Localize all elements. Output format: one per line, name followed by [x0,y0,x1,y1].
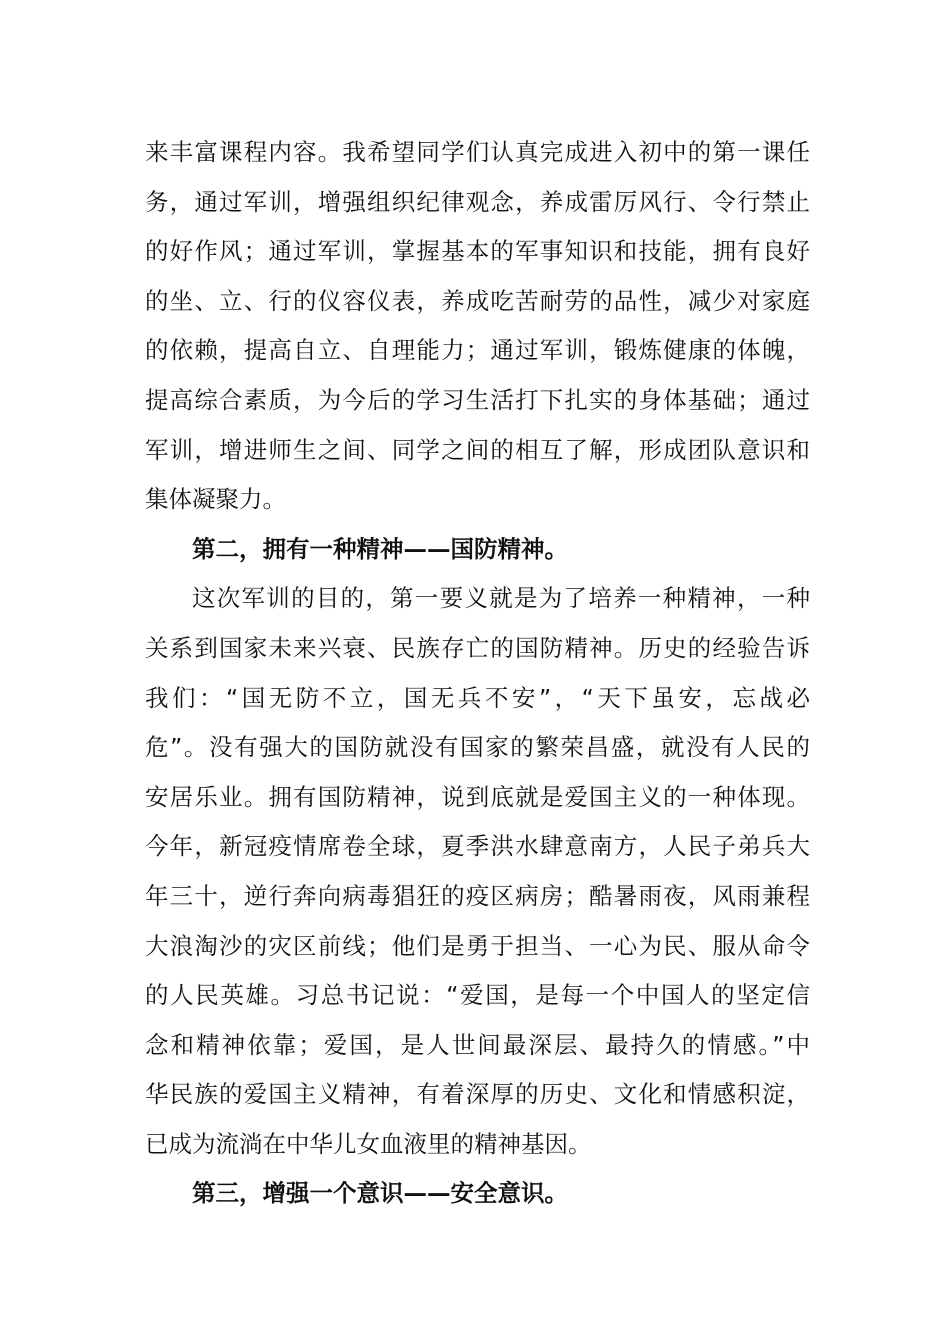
paragraph-military-training-goals [145,128,810,525]
text-line: 的依赖，提高自立、自理能力；通过军训，锻炼健康的体魄， [145,336,810,365]
text-line: 已成为流淌在中华儿女血液里的精神基因。 [145,1129,592,1158]
text-line: 华民族的爱国主义精神，有着深厚的历史、文化和情感积淀， [145,1080,810,1109]
text-line: 提高综合素质，为今后的学习生活打下扎实的身体基础；通过 [145,385,810,414]
text-line: 安居乐业。拥有国防精神，说到底就是爱国主义的一种体现。 [145,782,810,811]
section-heading-national-defense: 第二，拥有一种精神——国防精神。 [192,534,568,563]
text-line: 关系到国家未来兴衰、民族存亡的国防精神。历史的经验告诉 [145,633,810,662]
text-line: 的人民英雄。习总书记说：“爱国，是每一个中国人的坚定信 [145,981,810,1010]
text-line: 大浪淘沙的灾区前线；他们是勇于担当、一心为民、服从命令 [145,931,810,960]
text-line: 来丰富课程内容。我希望同学们认真完成进入初中的第一课任 [145,138,810,166]
section-heading-safety-awareness: 第三，增强一个意识——安全意识。 [192,1179,568,1208]
text-line: 的好作风；通过军训，掌握基本的军事知识和技能，拥有良好 [145,237,810,266]
text-line: 念和精神依靠；爱国，是人世间最深层、最持久的情感。”中 [145,1030,810,1059]
text-line: 这次军训的目的，第一要义就是为了培养一种精神，一种 [192,584,810,613]
text-line: 年三十，逆行奔向病毒猖狂的疫区病房；酷暑雨夜，风雨兼程 [145,881,810,910]
text-line: 集体凝聚力。 [145,485,286,514]
text-line: 我们：“国无防不立，国无兵不安”，“天下虽安，忘战必 [145,683,810,712]
text-line: 军训，增进师生之间、同学之间的相互了解，形成团队意识和 [145,435,810,464]
text-line: 务，通过军训，增强组织纪律观念，养成雷厉风行、令行禁止 [145,187,810,216]
document-body [145,128,810,1219]
text-line: 的坐、立、行的仪容仪表，养成吃苦耐劳的品性，减少对家庭 [145,286,810,315]
text-line: 危”。没有强大的国防就没有国家的繁荣昌盛，就没有人民的 [145,733,810,762]
text-line: 今年，新冠疫情席卷全球，夏季洪水肆意南方，人民子弟兵大 [145,832,810,861]
paragraph-national-defense-spirit [145,574,810,1169]
